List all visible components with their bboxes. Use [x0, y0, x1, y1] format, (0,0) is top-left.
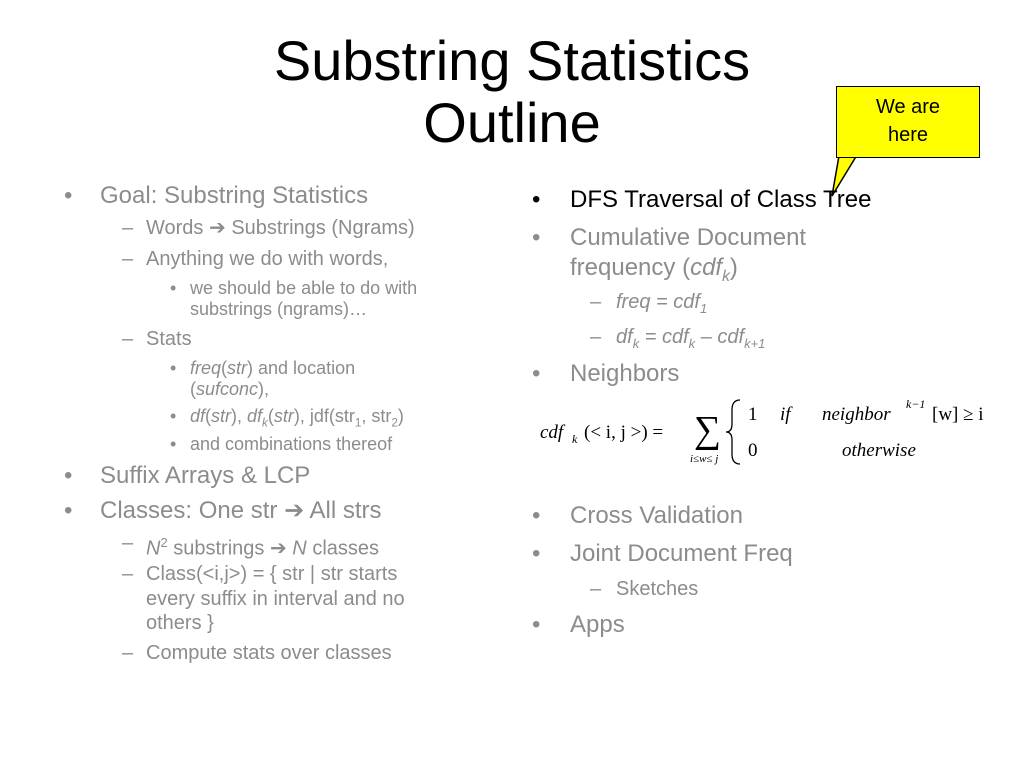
bullet-dot: • [532, 540, 541, 567]
dash-marker: – [122, 642, 134, 664]
dash-marker: – [590, 578, 602, 600]
title-line-2: Outline [423, 91, 601, 154]
should-line-1: we should be able to do with [190, 278, 418, 298]
dash-marker: – [590, 291, 602, 313]
joint-freq-bullet: Joint Document Freq [570, 540, 793, 567]
cdf-formula [540, 396, 1010, 468]
goal-bullet: Goal: Substring Statistics [100, 182, 369, 209]
bullet-dot: • [170, 406, 177, 426]
formula-lhs: cdf [540, 422, 564, 443]
formula-lhs-args: (< i, j >) = [584, 422, 664, 443]
dfk-line: $df_k = cdf_k - cdf_{k+1}$ [616, 326, 766, 351]
bullet-dot: • [64, 462, 73, 489]
bullet-dot: • [64, 182, 73, 209]
arrow-right-icon: ➔ [208, 217, 226, 239]
bullet-dot: • [170, 434, 177, 454]
bullet-dot: • [170, 358, 177, 378]
bullet-dot: • [64, 497, 73, 524]
bullet-dot: • [170, 278, 177, 298]
df-line: df(str), $df_k(str)$, jdf(str$_1$, str$_2$) [190, 406, 404, 430]
dash-marker: – [590, 326, 602, 348]
cumulative-line-1: Cumulative Document [570, 224, 807, 251]
callout-line-2: here [887, 124, 929, 146]
arrow-right-icon: ➔ [284, 497, 305, 524]
neighbors-bullet: Neighbors [570, 360, 680, 387]
stats-bullet: Stats [146, 328, 192, 350]
n2-bullet: $N^2$ substrings ➔ N classes [146, 535, 380, 560]
dash-marker: – [122, 563, 134, 585]
class-line-3: others } [146, 612, 214, 634]
dash-marker: – [122, 248, 134, 270]
formula-sum-sub: i≤w≤ j [690, 453, 719, 465]
apps-bullet: Apps [570, 611, 625, 638]
bullet-dot: • [532, 224, 541, 251]
cross-validation-bullet: Cross Validation [570, 502, 743, 529]
dfs-bullet: DFS Traversal of Class Tree [570, 186, 872, 213]
should-line-2: substrings (ngrams)… [190, 299, 368, 319]
case2-value: 0 [748, 440, 758, 461]
case1-condition: neighbor [822, 404, 891, 425]
compute-bullet: Compute stats over classes [146, 642, 392, 664]
case1-if: if [780, 404, 791, 425]
anything-bullet: Anything we do with words, [146, 248, 389, 270]
freq-line-2: (sufconc), [190, 379, 270, 399]
dash-marker: – [122, 217, 134, 239]
bullet-dot: • [532, 360, 541, 387]
combinations-line: and combinations thereof [190, 434, 393, 454]
sketches-bullet: Sketches [616, 578, 699, 600]
class-line-2: every suffix in interval and no [146, 588, 405, 610]
left-brace-icon [726, 400, 740, 464]
sum-icon: ∑ [694, 409, 722, 451]
dash-marker: – [122, 328, 134, 350]
case2-condition: otherwise [842, 440, 916, 461]
formula-lhs-sub: k [572, 432, 578, 446]
bullet-dot: • [532, 502, 541, 529]
freq-eq-line: freq = cdf$_1$ [616, 291, 708, 316]
title-line-1: Substring Statistics [273, 29, 751, 92]
callout-tail-join [849, 152, 871, 157]
freq-line-1: freq(str) and location [190, 358, 356, 378]
we-are-here-callout [836, 86, 980, 158]
dash-marker: – [122, 532, 134, 554]
words-bullet: Words ➔ Substrings (Ngrams) [146, 217, 415, 239]
bullet-dot: • [532, 611, 541, 638]
case1-sup: k−1 [906, 397, 926, 411]
classes-bullet: Classes: One str ➔ All strs [100, 497, 382, 524]
case1-rest: [w] ≥ i [932, 404, 984, 425]
case1-value: 1 [748, 404, 758, 425]
cumulative-line-2: frequency (cdf$_k$) [570, 254, 738, 285]
class-line-1: Class(<i,j>) = { str | str starts [146, 563, 398, 585]
suffix-bullet: Suffix Arrays & LCP [100, 462, 311, 489]
bullet-dot: • [532, 186, 541, 213]
callout-line-1: We are [875, 96, 941, 118]
arrow-right-icon: ➔ [269, 537, 287, 560]
